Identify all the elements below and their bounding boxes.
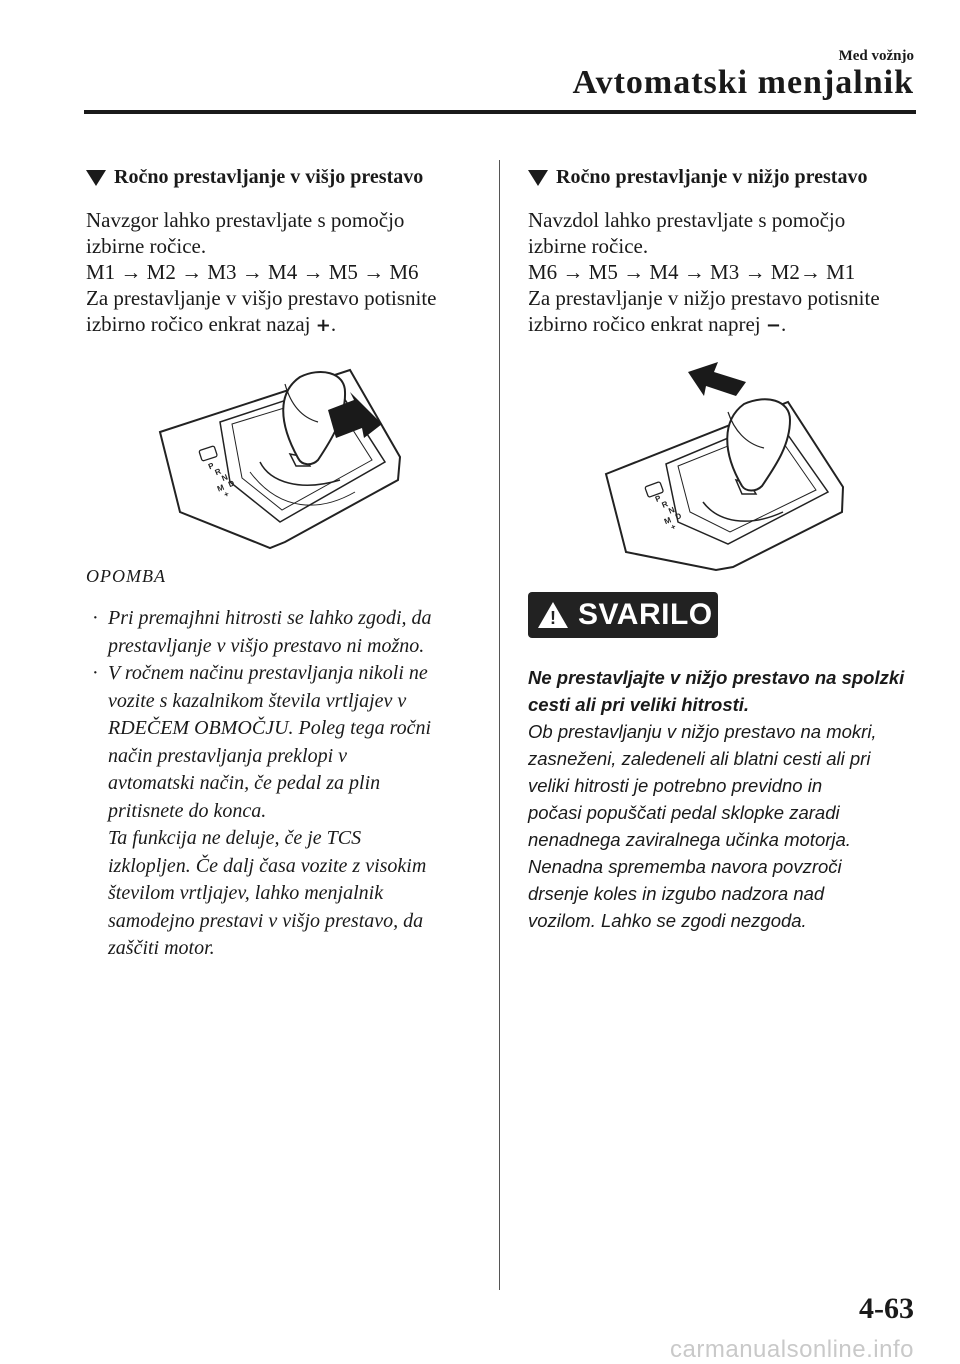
left-column	[86, 166, 486, 339]
triangle-bullet-icon	[86, 170, 106, 186]
gear-label-d: D	[673, 511, 683, 522]
text-line: M6 → M5 → M4 → M3 → M2→ M1	[528, 260, 856, 284]
gear-label-p: P	[206, 460, 216, 472]
page-title: Avtomatski menjalnik	[572, 64, 914, 101]
text-line: izbirne ročice.	[86, 234, 207, 258]
downshift-shifter-illustration	[598, 362, 858, 572]
note-section	[86, 566, 486, 963]
gear-label-m: M	[215, 482, 226, 494]
downshift-instructions	[528, 207, 928, 339]
right-column	[528, 166, 928, 339]
gear-label-d: D	[227, 478, 236, 490]
header-rule	[84, 110, 916, 114]
text-line: izbirno ročico enkrat naprej −.	[528, 312, 787, 336]
gear-label-n: N	[667, 505, 676, 516]
gear-label-plus: +	[669, 522, 678, 533]
minus-icon: −	[765, 315, 781, 336]
section-label: Med vožnjo	[838, 48, 914, 64]
text-line: Za prestavljanje v nižjo prestavo potisnite	[528, 286, 880, 310]
gear-label-r: R	[213, 466, 223, 478]
column-divider	[499, 160, 500, 1290]
text-line: izbirno ročico enkrat nazaj +.	[86, 312, 337, 336]
note-item: · Pri premajhni hitrosti se lahko zgodi, da prestavljanje v višjo prestavo ni možno.	[86, 605, 486, 660]
note-list	[86, 605, 486, 963]
warning-triangle-icon: !	[538, 602, 568, 628]
downshift-heading-text: Ročno prestavljanje v nižjo prestavo	[556, 166, 868, 188]
downshift-heading	[528, 166, 928, 189]
gear-label-n: N	[220, 472, 230, 484]
gear-label-r: R	[660, 499, 670, 510]
upshift-heading-text: Ročno prestavljanje v višjo prestavo	[114, 166, 424, 188]
warning-badge	[528, 592, 718, 638]
note-title: OPOMBA	[86, 566, 166, 586]
upshift-heading	[86, 166, 486, 189]
upshift-shifter-illustration	[150, 362, 410, 552]
text-line: Navzdol lahko prestavljate s pomočjo	[528, 208, 846, 232]
text-line: Za prestavljanje v višjo prestavo potisnite	[86, 286, 437, 310]
triangle-bullet-icon	[528, 170, 548, 186]
plus-icon: +	[315, 315, 331, 336]
footer-watermark: carmanualsonline.info	[670, 1336, 914, 1363]
text-line: Navzgor lahko prestavljate s pomočjo	[86, 208, 405, 232]
gear-label-plus: +	[222, 489, 231, 500]
text-line: M1 → M2 → M3 → M4 → M5 → M6	[86, 260, 419, 284]
note-item: · V ročnem načinu prestavljanja nikoli ne vozite s kazalnikom števila vrtljajev v RDEČEM OBMOČJU. Poleg tega ročni način prestavljanja preklopi v avtomatski način, če pedal za plin pritisnete do konca. Ta funkcija ne deluje, če je TCS izklopljen. Če dalj časa vozite z visokim številom vrtljajev, lahko menjalnik samodejno prestavi v višjo prestavo, da zaščiti motor.	[86, 660, 486, 963]
gear-label-m: M	[662, 515, 673, 527]
warning-label: SVARILO	[578, 598, 713, 631]
upshift-instructions	[86, 207, 486, 339]
page-number: 4-63	[859, 1292, 914, 1325]
gear-label-p: P	[653, 493, 663, 504]
text-line: izbirne ročice.	[528, 234, 649, 258]
warning-text: Ne prestavljajte v nižjo prestavo na spolzki cesti ali pri veliki hitrosti. Ob prestavljanju v nižjo prestavo na mokri, zasneženi, zaledeneli ali blatni cesti ali pri veliki hitrosti je potrebno previdno in počasi popuščati pedal sklopke zaradi nenadnega zaviralnega učinka motorja. Nenadna sprememba navora povzroči drsenje koles in izgubo nadzora nad vozilom. Lahko se zgodi nezgoda.	[528, 667, 905, 931]
